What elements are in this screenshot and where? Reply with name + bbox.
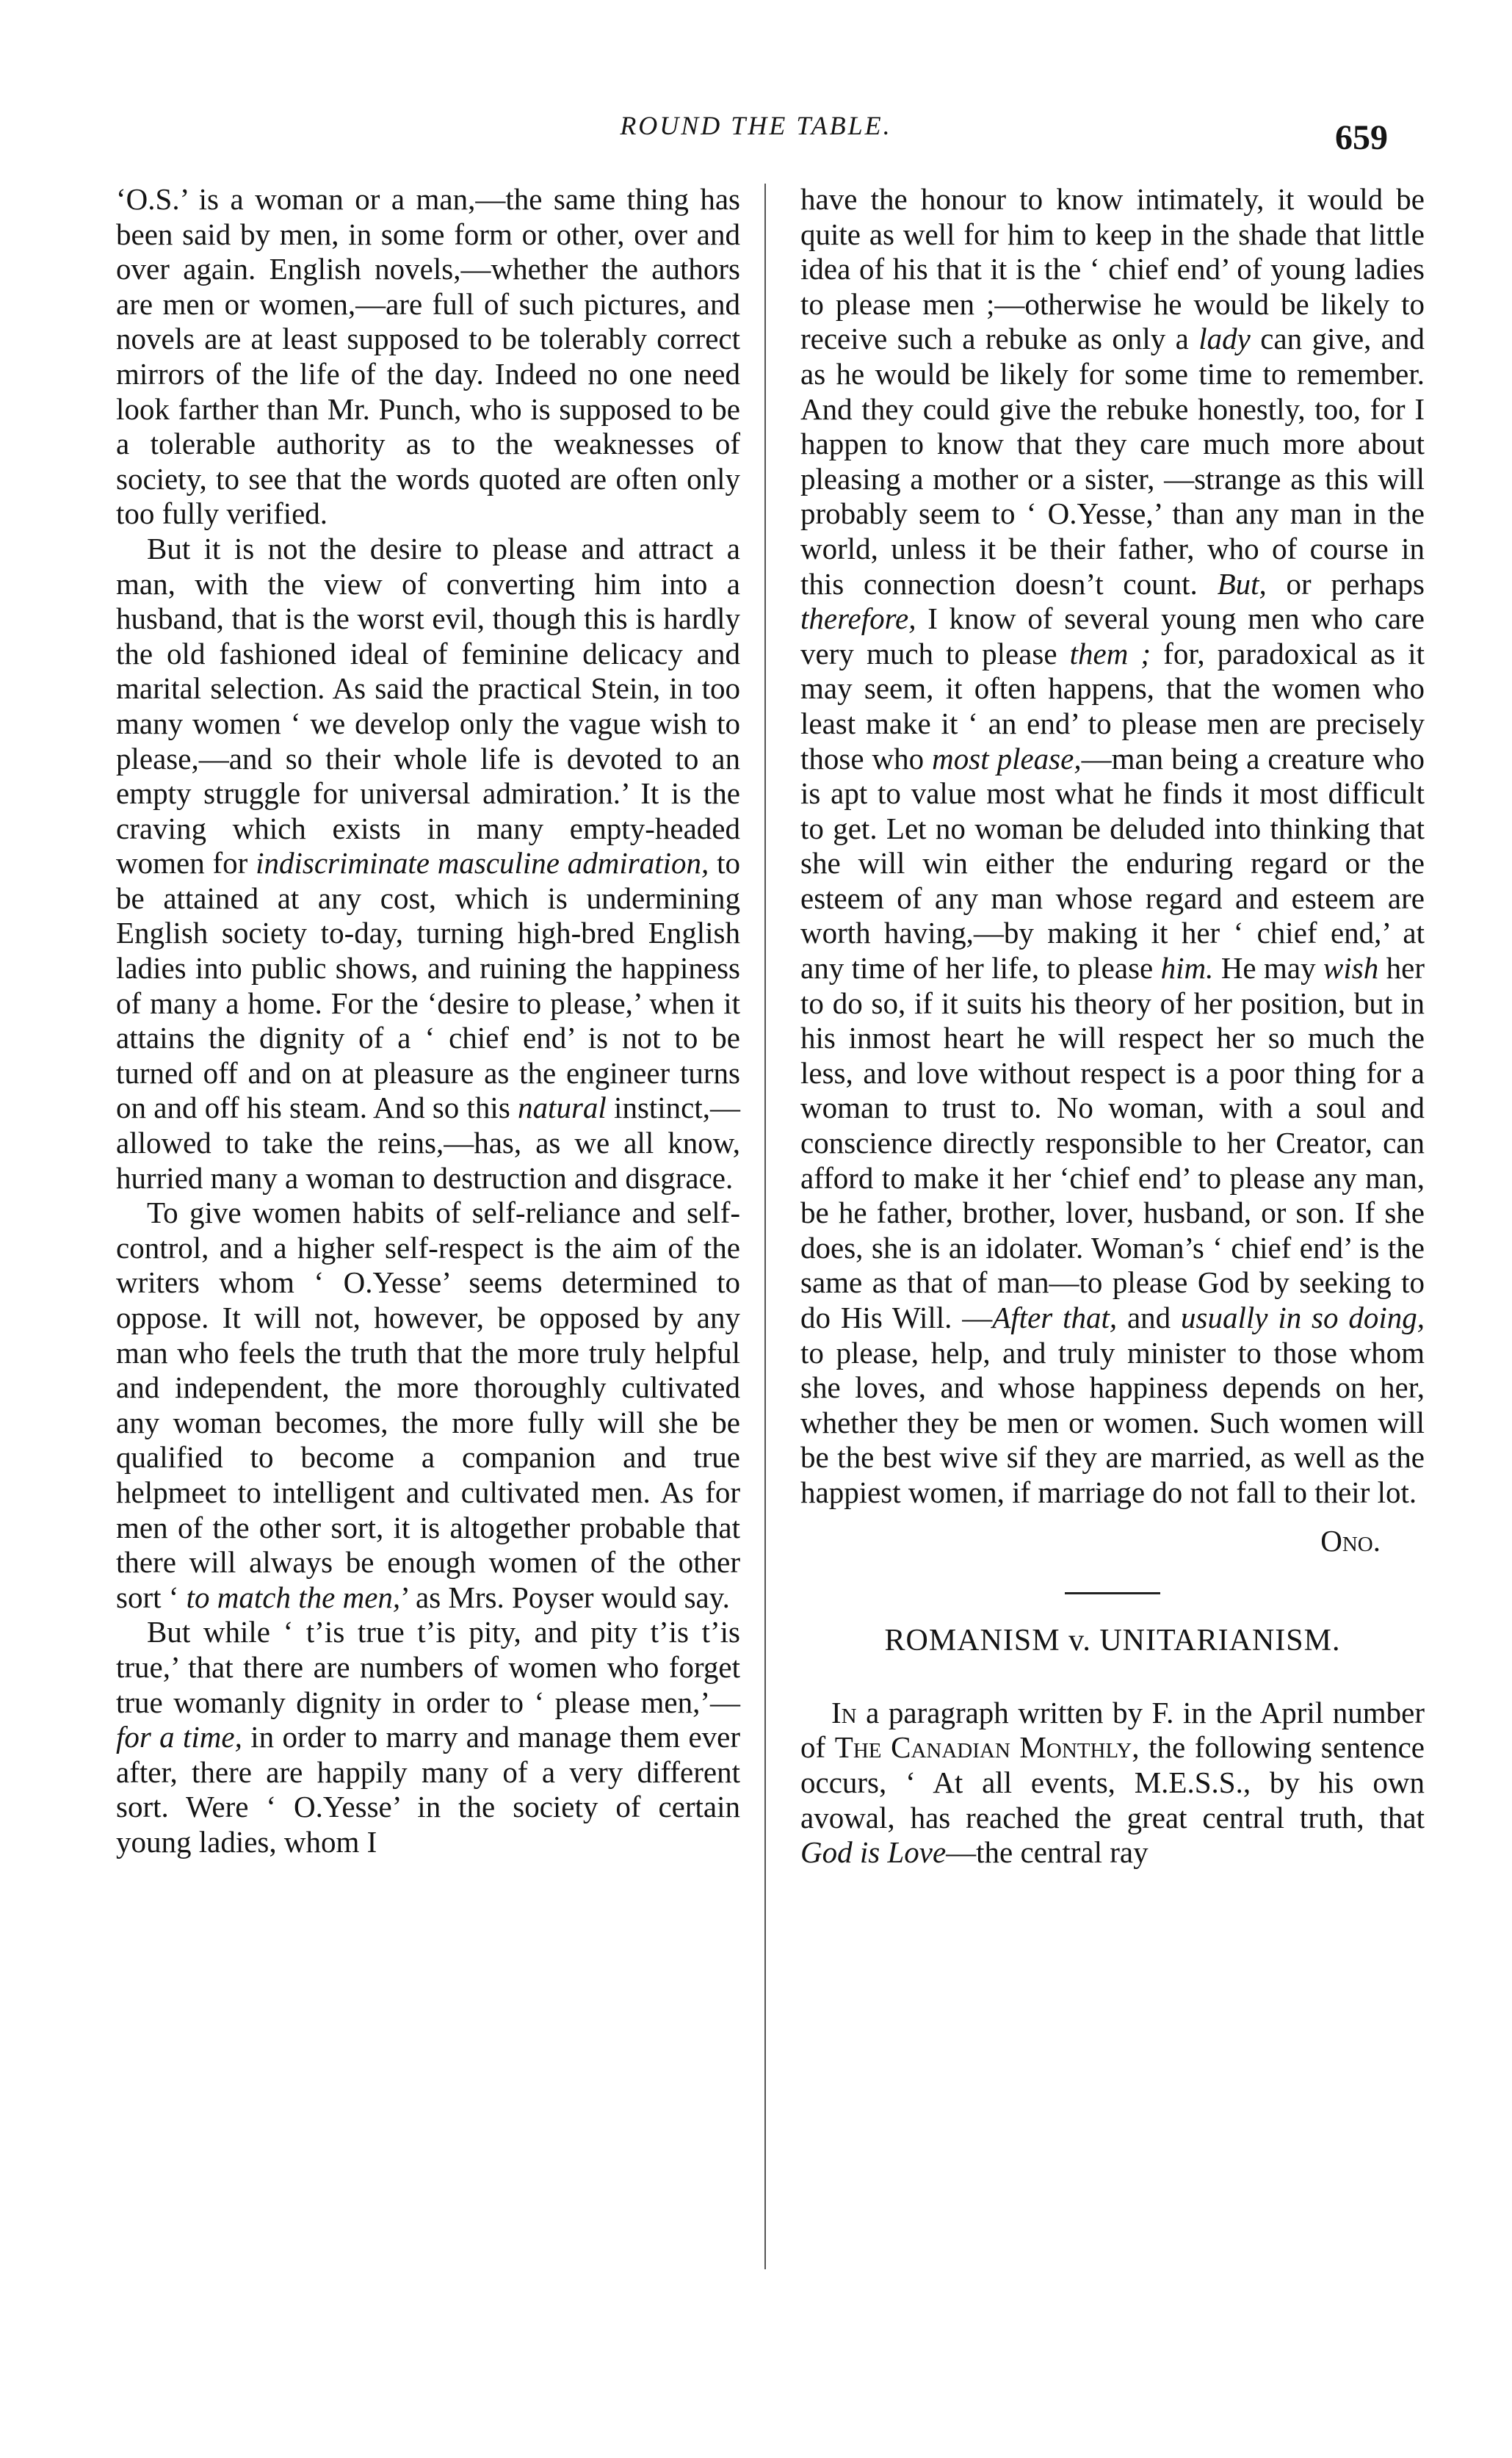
left-column <box>116 182 740 1860</box>
signature: Ono. <box>1320 1523 1381 1558</box>
page-number: 659 <box>1335 118 1388 157</box>
paragraph: In a paragraph written by F. in the April number of The Canadian Monthly, the following sentence occurs, ‘ At all events, M.E.S.S., by his own avowal, has reached the great central truth, that God is Love—the central ray <box>800 1695 1425 1870</box>
paragraph: ‘O.S.’ is a woman or a man,—the same thing has been said by men, in some form or other, over and over again. English novels,—whether the authors are men or women,—are full of such pictures, and novels are at least supposed to be tolerably correct mirrors of the life of the day. Indeed no one need look farther than Mr. Punch, who is supposed to be a tolerable authority as to the weaknesses of society, to see that the words quoted are often only too fully verified. <box>116 182 740 531</box>
running-title: ROUND THE TABLE. <box>620 111 892 140</box>
right-column <box>800 182 1425 1870</box>
paragraph: To give women habits of self-reliance and self-control, and a higher self-respect is the aim of the writers whom ‘ O.Yesse’ seems determined to oppose. It will not, however, be opposed by any man who feels the truth that the more truly helpful and independent, the more thoroughly cultivated any woman becomes, the more fully will she be qualified to become a companion and true helpmeet to intelligent and cultivated men. As for men of the other sort, it is altogether probable that there will always be enough women of the other sort ‘ to match the men,’ as Mrs. Poyser would say. <box>116 1196 740 1614</box>
paragraph: But while ‘ t’is true t’is pity, and pity t’is t’is true,’ that there are numbers of women who forget true womanly dignity in order to ‘ please men,’—for a time, in order to marry and manage them ever after, there are happily many of a very different sort. Were ‘ O.Yesse’ in the society of certain young ladies, whom I <box>116 1615 740 1859</box>
drop-cap: In <box>831 1695 857 1729</box>
section-heading: ROMANISM v. UNITARIANISM. <box>884 1624 1341 1658</box>
column-divider <box>764 184 766 2269</box>
section-rule <box>1065 1592 1160 1594</box>
paragraph: But it is not the desire to please and attract a man, with the view of converting him into a husband, that is the worst evil, though this is hardly the old fashioned ideal of feminine delicacy and marital selection. As said the practical Stein, in too many women ‘ we develop only the vague wish to please,—and so their whole life is devoted to an empty struggle for universal admiration.’ It is the craving which exists in many empty-headed women for indiscriminate masculine admiration, to be attained at any cost, which is undermining English society to-day, turning high-bred English ladies into public shows, and ruining the happiness of many a home. For the ‘desire to please,’ when it attains the dignity of a ‘ chief end’ is not to be turned off and on at pleasure as the engineer turns on and off his steam. And so this natural instinct,—allowed to take the reins,—has, as we all know, hurried many a woman to destruction and disgrace. <box>116 531 741 1195</box>
paragraph: have the honour to know intimately, it would be quite as well for him to keep in the shade that little idea of his that it is the ‘ chief end’ of young ladies to please men ;—otherwise he would be likely to receive such a rebuke as only a lady can give, and as he would be likely for some time to remember. And they could give the rebuke honestly, too, for I happen to know that they care much more about pleasing a mother or a sister, —strange as this will probably seem to ‘ O.Yesse,’ than any man in the world, unless it be their father, who of course in this connection doesn’t count. But, or perhaps therefore, I know of several young men who care very much to please them ; for, paradoxical as it may seem, it often happens, that the women who least make it ‘ an end’ to please men are precisely those who most please,—man being a creature who is apt to value most what he finds it most difficult to get. Let no woman be deluded into thinking that she will win either the enduring regard or the esteem of any man whose regard and esteem are worth having,—by making it her ‘ chief end,’ at any time of her life, to please him. He may wish her to do so, if it suits his theory of her position, but in his inmost heart he will respect her so much the less, and love without respect is a poor thing for a woman to trust to. No woman, with a soul and conscience directly responsible to her Creator, can afford to make it her ‘chief end’ to please any man, be he father, brother, lover, husband, or son. If she does, she is an idolater. Woman’s ‘ chief end’ is the same as that of man—to please God by seeking to do His Will. —After that, and usually in so doing, to please, help, and truly minister to those whom she loves, and whose happiness depends on her, whether they be men or women. Such women will be the best wive sif they are married, as well as the happiest women, if marriage do not fall to their lot. <box>800 182 1425 1509</box>
